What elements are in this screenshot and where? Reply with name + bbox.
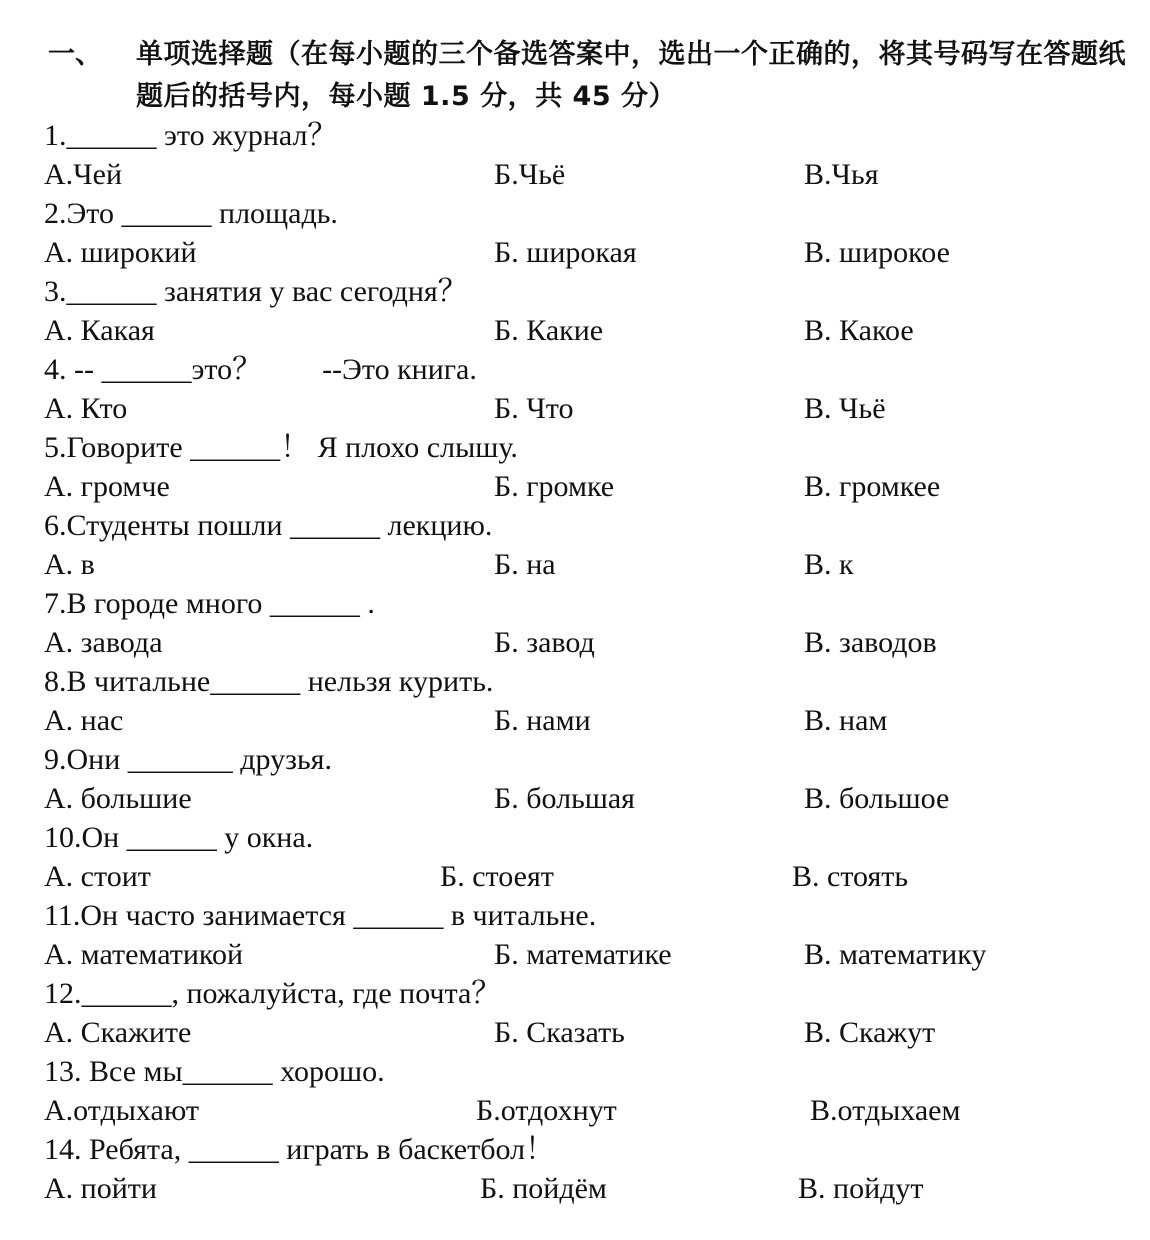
option-b: Б. стоеят xyxy=(440,860,554,893)
option-b: Б. нами xyxy=(494,704,591,737)
question-6: 6.Студенты пошли ______ лекцию. xyxy=(44,509,493,542)
option-a: А. стоит xyxy=(44,860,151,893)
options-3 xyxy=(44,311,1134,350)
question-list xyxy=(44,116,1134,1208)
option-v: В. стоять xyxy=(792,860,909,893)
option-a: А. Какая xyxy=(44,314,155,347)
option-a: А. в xyxy=(44,548,95,581)
question-11: 11.Он часто занимается ______ в читальне. xyxy=(44,899,597,932)
option-v: В. Скажут xyxy=(804,1016,936,1049)
options-11 xyxy=(44,935,1134,974)
option-v: В. Чьё xyxy=(804,392,886,425)
option-b: Б. пойдём xyxy=(480,1172,607,1205)
option-b: Б. широкая xyxy=(494,236,637,269)
option-b: Б. громке xyxy=(494,470,615,503)
option-v: В. к xyxy=(804,548,854,581)
option-a: А. математикой xyxy=(44,938,243,971)
question-4: 4. -- ______это？ --Это книга. xyxy=(44,353,477,386)
option-v: В. громкее xyxy=(804,470,941,503)
options-10 xyxy=(44,857,1134,896)
section-title: 单项选择题（在每小题的三个备选答案中，选出一个正确的，将其号码写在答题纸题后的括号内，每小题 1.5 分，共 45 分） xyxy=(136,39,1126,112)
option-a: А. громче xyxy=(44,470,170,503)
question-13: 13. Все мы______ хорошо. xyxy=(44,1055,385,1088)
option-b: Б. большая xyxy=(494,782,635,815)
question-8: 8.В читальне______ нельзя курить. xyxy=(44,665,494,698)
question-9: 9.Они _______ друзья. xyxy=(44,743,332,776)
option-v: В. пойдут xyxy=(798,1172,924,1205)
option-b: Б.Чьё xyxy=(494,158,566,191)
options-9 xyxy=(44,779,1134,818)
option-v: В. большое xyxy=(804,782,950,815)
option-v: В. заводов xyxy=(804,626,937,659)
option-b: Б. Какие xyxy=(494,314,604,347)
options-6 xyxy=(44,545,1134,584)
options-13 xyxy=(44,1091,1134,1130)
option-v: В.Чья xyxy=(804,158,879,191)
question-12: 12.______, пожалуйста, где почта？ xyxy=(44,977,502,1010)
option-v: В. математику xyxy=(804,938,987,971)
options-5 xyxy=(44,467,1134,506)
question-5: 5.Говорите ______！ Я плохо слышу. xyxy=(44,431,518,464)
option-v: В.отдыхаем xyxy=(810,1094,961,1127)
option-b: Б. Что xyxy=(494,392,574,425)
options-12 xyxy=(44,1013,1134,1052)
question-14: 14. Ребята, ______ играть в баскетбол！ xyxy=(44,1133,556,1166)
option-a: А. завода xyxy=(44,626,163,659)
question-1: 1.______ это журнал？ xyxy=(44,119,338,152)
option-a: А. широкий xyxy=(44,236,197,269)
option-b: Б.отдохнут xyxy=(476,1094,617,1127)
options-4 xyxy=(44,389,1134,428)
options-8 xyxy=(44,701,1134,740)
options-14 xyxy=(44,1169,1134,1208)
option-a: А.отдыхают xyxy=(44,1094,199,1127)
option-a: А. нас xyxy=(44,704,124,737)
option-b: Б. Сказать xyxy=(494,1016,625,1049)
options-2 xyxy=(44,233,1134,272)
option-a: А. большие xyxy=(44,782,192,815)
option-a: А. Кто xyxy=(44,392,128,425)
question-7: 7.В городе много ______ . xyxy=(44,587,375,620)
option-b: Б. математике xyxy=(494,938,672,971)
option-b: Б. на xyxy=(494,548,556,581)
option-v: В. нам xyxy=(804,704,888,737)
options-7 xyxy=(44,623,1134,662)
option-b: Б. завод xyxy=(494,626,595,659)
option-a: А.Чей xyxy=(44,158,123,191)
option-a: А. пойти xyxy=(44,1172,157,1205)
option-a: А. Скажите xyxy=(44,1016,192,1049)
options-1 xyxy=(44,155,1134,194)
section-number: 一、 xyxy=(48,39,102,70)
question-3: 3.______ занятия у вас сегодня？ xyxy=(44,275,468,308)
question-2: 2.Это ______ площадь. xyxy=(44,197,338,230)
option-v: В. Какое xyxy=(804,314,914,347)
question-10: 10.Он ______ у окна. xyxy=(44,821,314,854)
option-v: В. широкое xyxy=(804,236,950,269)
